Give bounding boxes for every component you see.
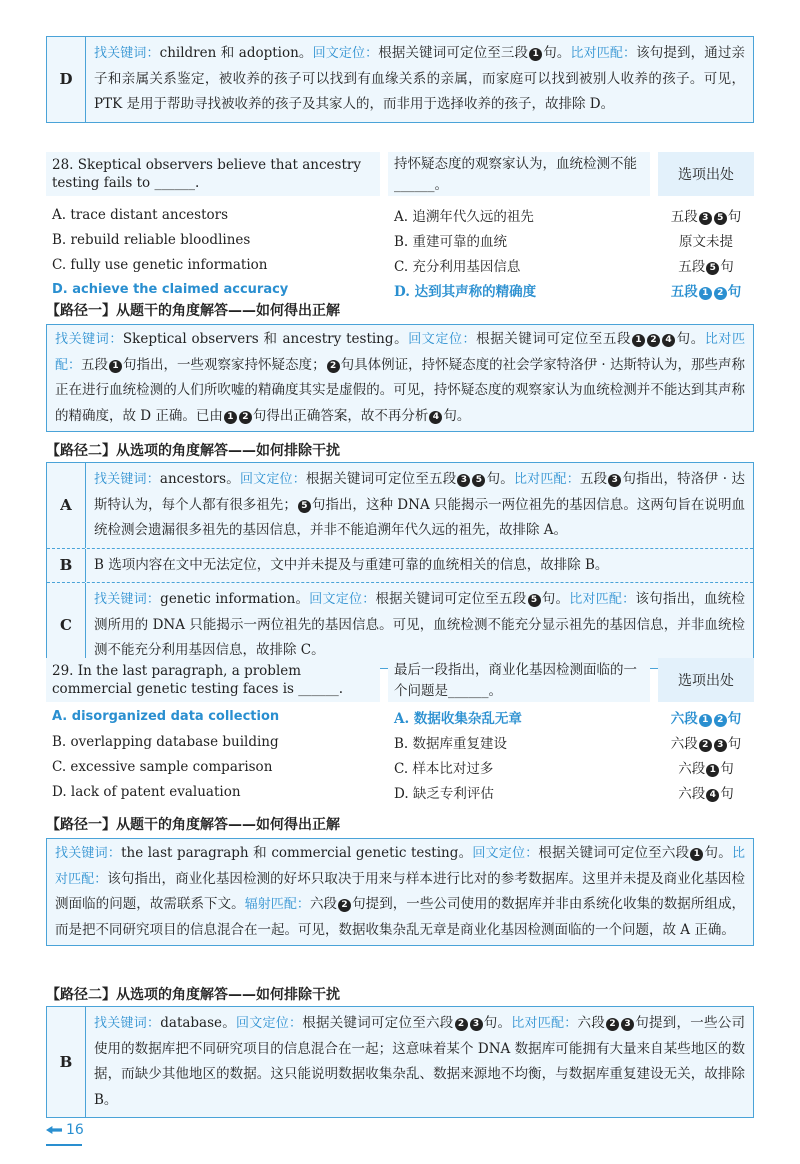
explanation-text: 找关键词：ancestors。回文定位：根据关键词可定位至五段 3 5 句。比对匹配：五段 3 句指出，特洛伊 · 达斯特认为，每个人都有很多祖先； 5 句指出，这种 DNA 只能揭示一两位祖先的基因信息。这两句旨在说明血统检测会遗漏很多祖先的基因信息，并非不能追溯年代久远的祖先，故排除 A。 <box>94 471 746 538</box>
q29-stem-en: 29. In the last paragraph, a problem commercial genetic testing faces is ______. <box>46 658 380 702</box>
option-zh: C. 充分利用基因信息 <box>394 258 521 275</box>
explanation-text: 找关键词：database。回文定位：根据关键词可定位至六段 2 3 句。比对匹配：六段 2 3 句提到，一些公司使用的数据库把不同研究项目的信息混合在一起；这意味着某个 DNA 数据库可能拥有大量来自某些地区的数据，而缺少其他地区的数据。这只能说明数据收集杂乱、数据来源地不均衡，与数据库重复建设无关，故排除 B。 <box>94 1015 746 1108</box>
option-en: D. achieve the claimed accuracy <box>52 282 289 297</box>
option-source: 六段 1 2 句 <box>670 710 742 727</box>
option-source: 五段 1 2 句 <box>670 283 742 300</box>
option-en: B. overlapping database building <box>52 733 279 750</box>
match-label: 比对匹配： <box>55 332 745 373</box>
option-en: C. fully use genetic information <box>52 256 268 273</box>
q29-header <box>46 658 754 702</box>
option-letter: C <box>47 583 86 668</box>
q28-path1-box: 找关键词：Skeptical observers 和 ancestry testing。回文定位：根据关键词可定位至五段 1 2 4 句。比对匹配：五段 1 句指出，一些观察家持怀疑态度； 2 句具体例证，持怀疑态度的社会学家特洛伊 · 达斯特认为，那些声称正在进行血统检测的人们所吹嘘的精确度其实是虚假的。可见，持怀疑态度的观察家认为血统检测并不能达到其声称的精确度，故 D 正确。已由 1 2 句得出正确答案，故不再分析 4 句。 <box>46 324 754 432</box>
option-en: B. rebuild reliable bloodlines <box>52 231 251 248</box>
option-en: A. trace distant ancestors <box>52 206 229 223</box>
option-letter: B <box>47 549 86 583</box>
option-zh: B. 数据库重复建设 <box>394 735 508 752</box>
explanation-row-b <box>47 1007 753 1117</box>
explanation-row-c <box>47 583 753 668</box>
option-en: C. excessive sample comparison <box>52 758 273 775</box>
explanation-row-b <box>47 549 753 584</box>
q29-source-header: 选项出处 <box>658 658 754 702</box>
q28-option-d-correct <box>46 277 754 302</box>
match-label: 比对匹配： <box>570 46 637 61</box>
page-number <box>46 1122 84 1138</box>
option-en: D. lack of patent evaluation <box>52 783 241 800</box>
q29-option-d <box>46 779 754 804</box>
q29-option-c <box>46 754 754 779</box>
option-zh: D. 达到其声称的精确度 <box>394 283 537 300</box>
option-zh: B. 重建可靠的血统 <box>394 233 508 250</box>
option-source: 六段 2 3 句 <box>670 735 742 752</box>
sentence-number: 1 <box>529 48 542 61</box>
match-text: 该句提到，通过亲子和亲属关系鉴定，被收养的孩子可以找到有血缘关系的亲属，而家庭可以找到被别人收养的孩子。可见，PTK 是用于帮助寻找被收养的孩子及其家人的，而非用于选择收养的孩子，故排除 D。 <box>94 45 746 112</box>
q27-option-d-box <box>46 36 754 123</box>
option-source: 原文未提 <box>679 233 733 250</box>
explanation-text: B 选项内容在文中无法定位，文中并未提及与重建可靠的血统相关的信息，故排除 B。 <box>94 556 609 573</box>
explanation-text <box>86 37 753 122</box>
locate-label: 回文定位： <box>312 46 379 61</box>
q29-option-a-correct <box>46 704 754 729</box>
option-zh: D. 缺乏专利评估 <box>394 785 494 802</box>
q28-path2-box <box>46 462 754 669</box>
arrow-icon <box>46 1126 62 1134</box>
locate-text: 根据关键词可定位至三段 <box>378 45 529 61</box>
q29-table <box>46 658 754 804</box>
option-source: 六段 1 句 <box>678 760 734 777</box>
q28-option-a <box>46 202 754 227</box>
option-letter: A <box>47 463 86 548</box>
explanation-row <box>47 37 753 122</box>
option-zh: A. 数据收集杂乱无章 <box>394 710 522 727</box>
page-number-text: 16 <box>66 1122 84 1138</box>
q29-stem-zh: 最后一段指出，商业化基因检测面临的一个问题是______。 <box>388 658 650 702</box>
q28-path2-title: 【路径二】从选项的角度解答——如何排除干扰 <box>46 443 340 459</box>
option-zh: A. 追溯年代久远的祖先 <box>394 208 534 225</box>
option-en: A. disorganized data collection <box>52 709 280 724</box>
explanation-row-a <box>47 463 753 549</box>
option-letter: B <box>47 1007 86 1117</box>
q28-header <box>46 152 754 196</box>
q28-option-b <box>46 227 754 252</box>
q29-path2-box <box>46 1006 754 1118</box>
q28-option-c <box>46 252 754 277</box>
q29-option-b <box>46 729 754 754</box>
page-number-underline <box>46 1144 82 1146</box>
option-letter: D <box>47 37 86 122</box>
q28-path1-title: 【路径一】从题干的角度解答——如何得出正解 <box>46 303 340 319</box>
q28-stem-en: 28. Skeptical observers believe that ancestry testing fails to ______. <box>46 152 380 196</box>
option-zh: C. 样本比对过多 <box>394 760 494 777</box>
locate-label: 回文定位： <box>408 332 477 347</box>
q28-stem-zh: 持怀疑态度的观察家认为，血统检测不能______。 <box>388 152 650 196</box>
q29-path1-box: 找关键词：the last paragraph 和 commercial genetic testing。回文定位：根据关键词可定位至六段 1 句。比对匹配：该句指出，商业化基因检测的好坏只取决于用来与样本进行比对的参考数据库。这里并未提及商业化基因检测面临的问题，故需联系下文。辐射匹配：六段 2 句提到，一些公司使用的数据库并非由系统化收集的数据所组成，而是把不同研究项目的信息混合在一起。可见，数据收集杂乱无章是商业化基因检测面临的一个问题，故 A 正确。 <box>46 838 754 946</box>
q28-table <box>46 152 754 302</box>
option-source: 五段 5 句 <box>678 258 734 275</box>
option-source: 六段 4 句 <box>678 785 734 802</box>
locate-tail: 句。 <box>543 45 571 61</box>
q29-path2-title: 【路径二】从选项的角度解答——如何排除干扰 <box>46 987 340 1003</box>
keyword-label: 找关键词： <box>55 332 123 347</box>
keyword-label: 找关键词： <box>94 46 160 61</box>
explanation-text: 找关键词：genetic information。回文定位：根据关键词可定位至五段 5 句。比对匹配：该句指出，血统检测所用的 DNA 只能揭示一两位祖先的基因信息。可见，血统检测不能充分显示祖先的基因信息，并非血统检测不能充分利用基因信息，故排除 C。 <box>94 591 746 658</box>
q28-source-header: 选项出处 <box>658 152 754 196</box>
q29-path1-title: 【路径一】从题干的角度解答——如何得出正解 <box>46 817 340 833</box>
keyword-text: children 和 adoption。 <box>159 45 313 61</box>
option-source: 五段 3 5 句 <box>670 208 742 225</box>
